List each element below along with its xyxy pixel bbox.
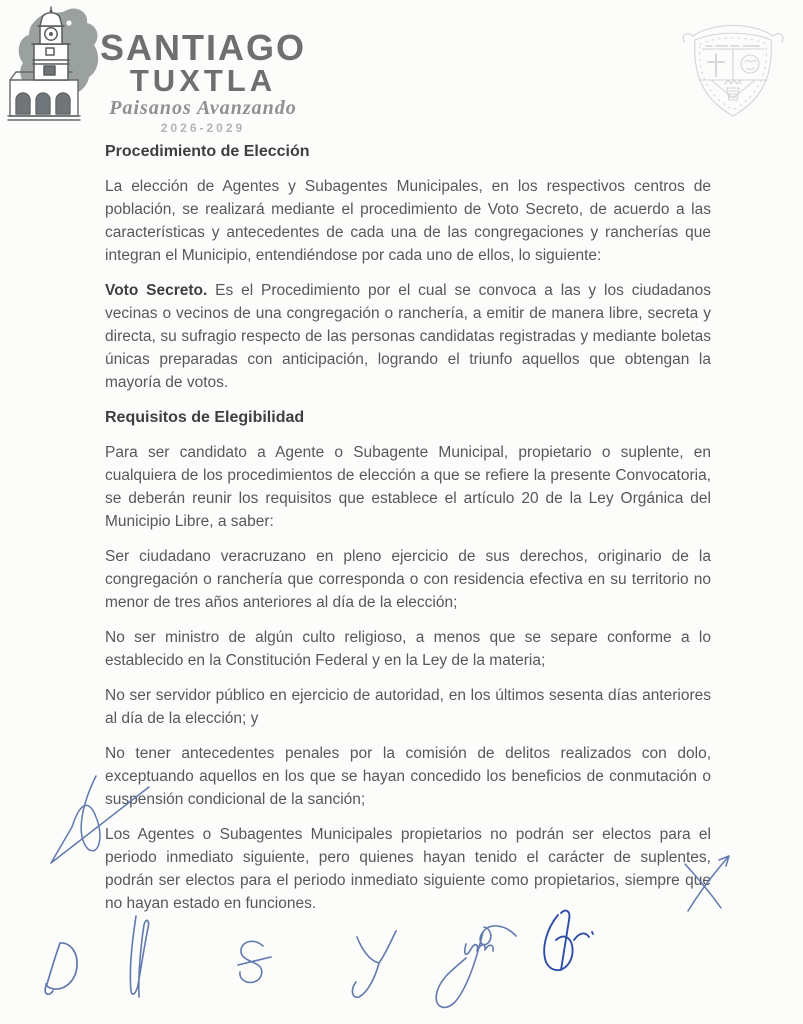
paragraph-reeleccion: Los Agentes o Subagentes Municipales propietarios no podrán ser electos para el periodo inmediato siguiente, pero quienes hayan tenido el carácter de suplentes, podrán ser electos para el periodo inmediato siguiente como propietarios, siempre que no hayan estado en funciones. xyxy=(105,826,711,912)
paragraph-candidato: Para ser candidato a Agente o Subagente Municipal, propietario o suplente, en cualquiera de los procedimientos de elección a que se refiere la presente Convocatoria, se deberán reunir los requisitos que establece el artículo 20 de la Ley Orgánica del Municipio Libre, a saber: xyxy=(105,444,711,530)
signature-initial-n xyxy=(130,916,148,997)
logo-title-santiago: SANTIAGO xyxy=(100,27,307,68)
paragraph-ciudadano: Ser ciudadano veracruzano en pleno ejercicio de sus derechos, originario de la congregación o ranchería que corresponda o con residencia efectiva en su territorio no menor de tres años anteriores al día de la elección; xyxy=(105,548,711,611)
logo-slogan: Paisanos Avanzando xyxy=(109,97,297,120)
logo-text-block xyxy=(100,4,306,135)
logo-period: 2026-2029 xyxy=(160,121,246,136)
signature-initial-d xyxy=(45,943,77,994)
paragraph-penales: No tener antecedentes penales por la comisión de delitos realizados con dolo, exceptuando aquellos en los que se hayan concedido los beneficios de conmutación o suspensión condicional de la sanción; xyxy=(105,745,711,808)
city-hall-icon xyxy=(6,4,108,138)
signature-initial-y xyxy=(352,931,396,997)
paragraph-eleccion: La elección de Agentes y Subagentes Municipales, en los respectivos centros de población, se realizará mediante el procedimiento de Voto Secreto, de acuerdo a las características y antecedentes de cada una de las congregaciones y rancherías que integran el Municipio, entendiéndose por cada uno de ellos, lo siguiente: xyxy=(105,178,711,264)
voto-secreto-lead: Voto Secreto. xyxy=(105,282,208,299)
document-body xyxy=(105,140,711,927)
heading-procedimiento: Procedimiento de Elección xyxy=(105,143,310,160)
voto-secreto-text: Es el Procedimiento por el cual se convoca a las y los ciudadanos vecinas o vecinos de una congregación o ranchería, a emitir de manera libre, secreta y directa, su sufragio respecto de las personas candidatas registradas y mediante boletas únicas preparadas con anticipación, logrando el triunfo aquellos que obtengan la mayoría de votos. xyxy=(105,282,711,391)
signature-initial-s xyxy=(238,941,271,982)
paragraph-servidor: No ser servidor público en ejercicio de autoridad, en los últimos sesenta días anteriores al día de la elección; y xyxy=(105,687,711,727)
paragraph-ministro: No ser ministro de algún culto religioso, a menos que se separe conforme a lo establecido en la Constitución Federal y en la Ley de la materia; xyxy=(105,629,711,669)
signature-cursive-light xyxy=(436,926,516,1008)
logo-title-tuxtla: TUXTLA xyxy=(129,63,277,98)
coat-of-arms-icon xyxy=(671,16,793,128)
heading-requisitos: Requisitos de Elegibilidad xyxy=(105,409,305,426)
paragraph-voto-secreto xyxy=(105,279,711,394)
municipal-logo xyxy=(6,4,306,138)
